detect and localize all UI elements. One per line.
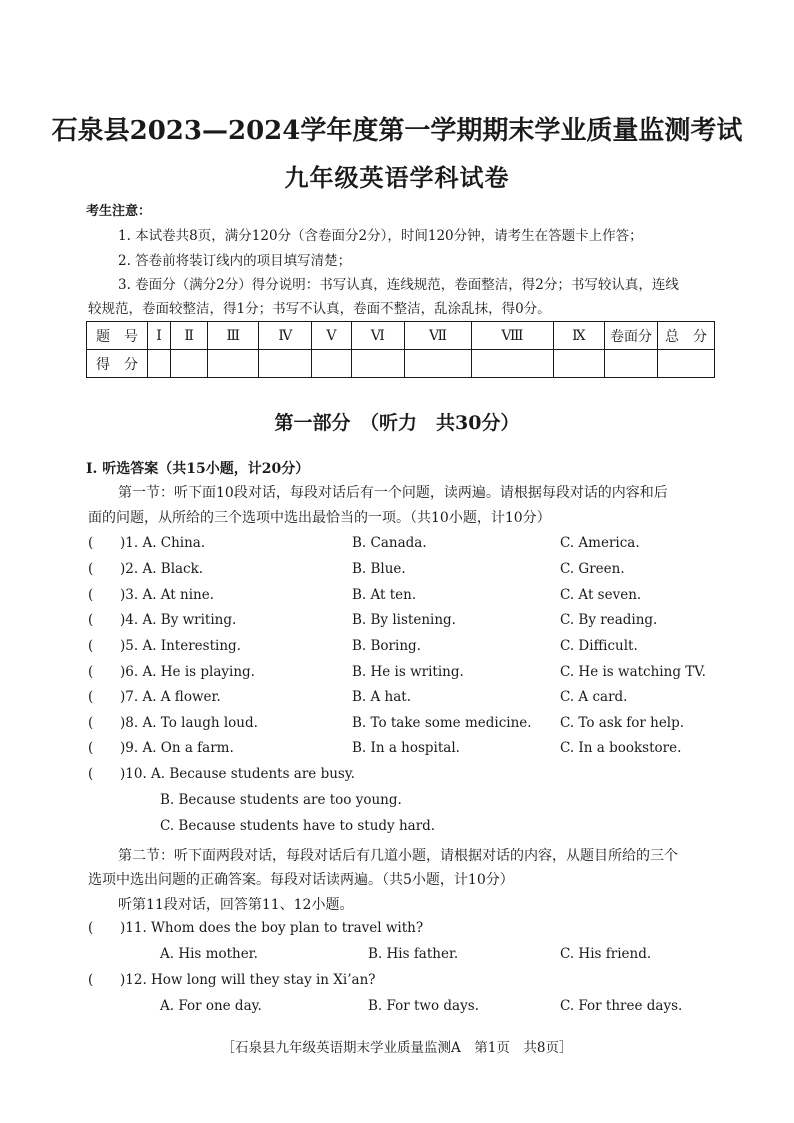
- col-1: Ⅰ: [148, 322, 171, 350]
- option-a: )9. A. On a farm.: [120, 740, 234, 756]
- question-12-options-row: [88, 998, 728, 1018]
- option-a: )1. A. China.: [120, 535, 206, 551]
- col-total: 总 分: [658, 322, 715, 350]
- option-b: B. Canada.: [352, 535, 427, 551]
- notice-line-2: 2. 答卷前将装订线内的项目填写清楚；: [118, 253, 352, 269]
- q10-option-c: C. Because students have to study hard.: [160, 818, 436, 834]
- exam-title: 石泉县2023—2024学年度第一学期期末学业质量监测考试: [51, 116, 743, 146]
- answer-paren: (: [88, 612, 94, 628]
- answer-paren: (: [88, 920, 94, 936]
- option-b: B. In a hospital.: [352, 740, 460, 756]
- col-8: Ⅷ: [472, 322, 553, 350]
- option-a: )4. A. By writing.: [120, 612, 237, 628]
- option-a: )8. A. To laugh loud.: [120, 715, 258, 731]
- score-cell: [472, 350, 553, 378]
- option-a: A. For one day.: [160, 998, 262, 1014]
- score-cell: [148, 350, 171, 378]
- col-2: Ⅱ: [171, 322, 208, 350]
- option-c: C. America.: [560, 535, 640, 551]
- question-row: [88, 664, 728, 684]
- option-b: B. Blue.: [352, 561, 406, 577]
- question-11-stem-row: [88, 920, 728, 940]
- question-row: [88, 612, 728, 632]
- option-a: )7. A. A flower.: [120, 689, 221, 705]
- score-table: [86, 321, 715, 378]
- notice-line-3: 3. 卷面分（满分2分）得分说明：书写认真，连线规范，卷面整洁，得2分；书写较认真，连线: [118, 277, 679, 293]
- score-cell: [312, 350, 351, 378]
- row-label-score: 得 分: [87, 350, 148, 378]
- col-paper-score: 卷面分: [605, 322, 658, 350]
- part-title: 第一部分 （听力 共30分）: [274, 412, 520, 434]
- q10-option-b: B. Because students are too young.: [160, 792, 402, 808]
- subsection2-line-1: 第二节：听下面两段对话，每段对话后有几道小题，请根据对话的内容，从题目所给的三个: [118, 848, 678, 864]
- score-cell: [351, 350, 404, 378]
- question-row: [88, 561, 728, 581]
- option-b: B. By listening.: [352, 612, 456, 628]
- option-b: B. A hat.: [352, 689, 412, 705]
- option-a: )10. A. Because students are busy.: [120, 766, 355, 782]
- question-stem: )12. How long will they stay in Xi’an?: [120, 972, 376, 988]
- score-cell: [208, 350, 259, 378]
- col-7: Ⅶ: [404, 322, 471, 350]
- question-11-options-row: [88, 946, 728, 966]
- option-c: C. Green.: [560, 561, 625, 577]
- answer-paren: (: [88, 638, 94, 654]
- option-c: C. He is watching TV.: [560, 664, 706, 680]
- option-c: C. For three days.: [560, 998, 683, 1014]
- question-row: [88, 638, 728, 658]
- answer-paren: (: [88, 689, 94, 705]
- answer-paren: (: [88, 561, 94, 577]
- col-3: Ⅲ: [208, 322, 259, 350]
- page-footer: ［石泉县九年级英语期末学业质量监测A 第1页 共8页］: [221, 1040, 573, 1056]
- question-row: [88, 740, 728, 760]
- subsection2-line-2: 选项中选出问题的正确答案。每段对话读两遍。（共5小题，计10分）: [88, 872, 514, 888]
- option-c: C. A card.: [560, 689, 628, 705]
- option-b: B. At ten.: [352, 587, 417, 603]
- option-b: B. Boring.: [352, 638, 421, 654]
- score-cell: [259, 350, 312, 378]
- question-12-stem-row: [88, 972, 728, 992]
- option-b: B. To take some medicine.: [352, 715, 532, 731]
- option-c: C. Difficult.: [560, 638, 638, 654]
- option-b: B. He is writing.: [352, 664, 464, 680]
- answer-paren: (: [88, 664, 94, 680]
- row-label-question-number: 题 号: [87, 322, 148, 350]
- question-stem: )11. Whom does the boy plan to travel with?: [120, 920, 424, 936]
- dialogue-11-instruction: 听第11段对话，回答第11、12小题。: [118, 897, 354, 913]
- option-a: )2. A. Black.: [120, 561, 204, 577]
- score-cell: [171, 350, 208, 378]
- option-a: A. His mother.: [160, 946, 258, 962]
- score-table-score-row: [87, 350, 715, 378]
- question-10-row: [88, 766, 728, 786]
- notice-line-1: 1. 本试卷共8页，满分120分（含卷面分2分），时间120分钟，请考生在答题卡上作答；: [118, 228, 643, 244]
- answer-paren: (: [88, 715, 94, 731]
- score-cell: [404, 350, 471, 378]
- option-c: C. By reading.: [560, 612, 658, 628]
- subsection1-line-2: 面的问题，从所给的三个选项中选出最恰当的一项。（共10小题，计10分）: [88, 510, 551, 526]
- answer-paren: (: [88, 587, 94, 603]
- score-table-header-row: [87, 322, 715, 350]
- option-b: B. For two days.: [368, 998, 479, 1014]
- option-c: C. To ask for help.: [560, 715, 685, 731]
- option-c: C. In a bookstore.: [560, 740, 682, 756]
- option-c: C. At seven.: [560, 587, 642, 603]
- question-row: [88, 535, 728, 555]
- question-row: [88, 689, 728, 709]
- score-cell: [658, 350, 715, 378]
- exam-subtitle: 九年级英语学科试卷: [284, 163, 510, 192]
- option-a: )6. A. He is playing.: [120, 664, 255, 680]
- option-c: C. His friend.: [560, 946, 652, 962]
- answer-paren: (: [88, 535, 94, 551]
- col-6: Ⅵ: [351, 322, 404, 350]
- answer-paren: (: [88, 972, 94, 988]
- col-5: Ⅴ: [312, 322, 351, 350]
- answer-paren: (: [88, 766, 94, 782]
- notice-heading: 考生注意：: [86, 204, 152, 219]
- answer-paren: (: [88, 740, 94, 756]
- question-row: [88, 587, 728, 607]
- option-b: B. His father.: [368, 946, 459, 962]
- option-a: )3. A. At nine.: [120, 587, 214, 603]
- section-heading: Ⅰ. 听选答案（共15小题，计20分）: [86, 461, 310, 477]
- question-row: [88, 715, 728, 735]
- col-4: Ⅳ: [259, 322, 312, 350]
- notice-line-3-continued: 较规范，卷面较整洁，得1分；书写不认真，卷面不整洁，乱涂乱抹，得0分。: [88, 301, 551, 317]
- score-cell: [553, 350, 604, 378]
- score-cell: [605, 350, 658, 378]
- option-a: )5. A. Interesting.: [120, 638, 241, 654]
- col-9: Ⅸ: [553, 322, 604, 350]
- subsection1-line-1: 第一节：听下面10段对话，每段对话后有一个问题，读两遍。请根据每段对话的内容和后: [118, 485, 668, 501]
